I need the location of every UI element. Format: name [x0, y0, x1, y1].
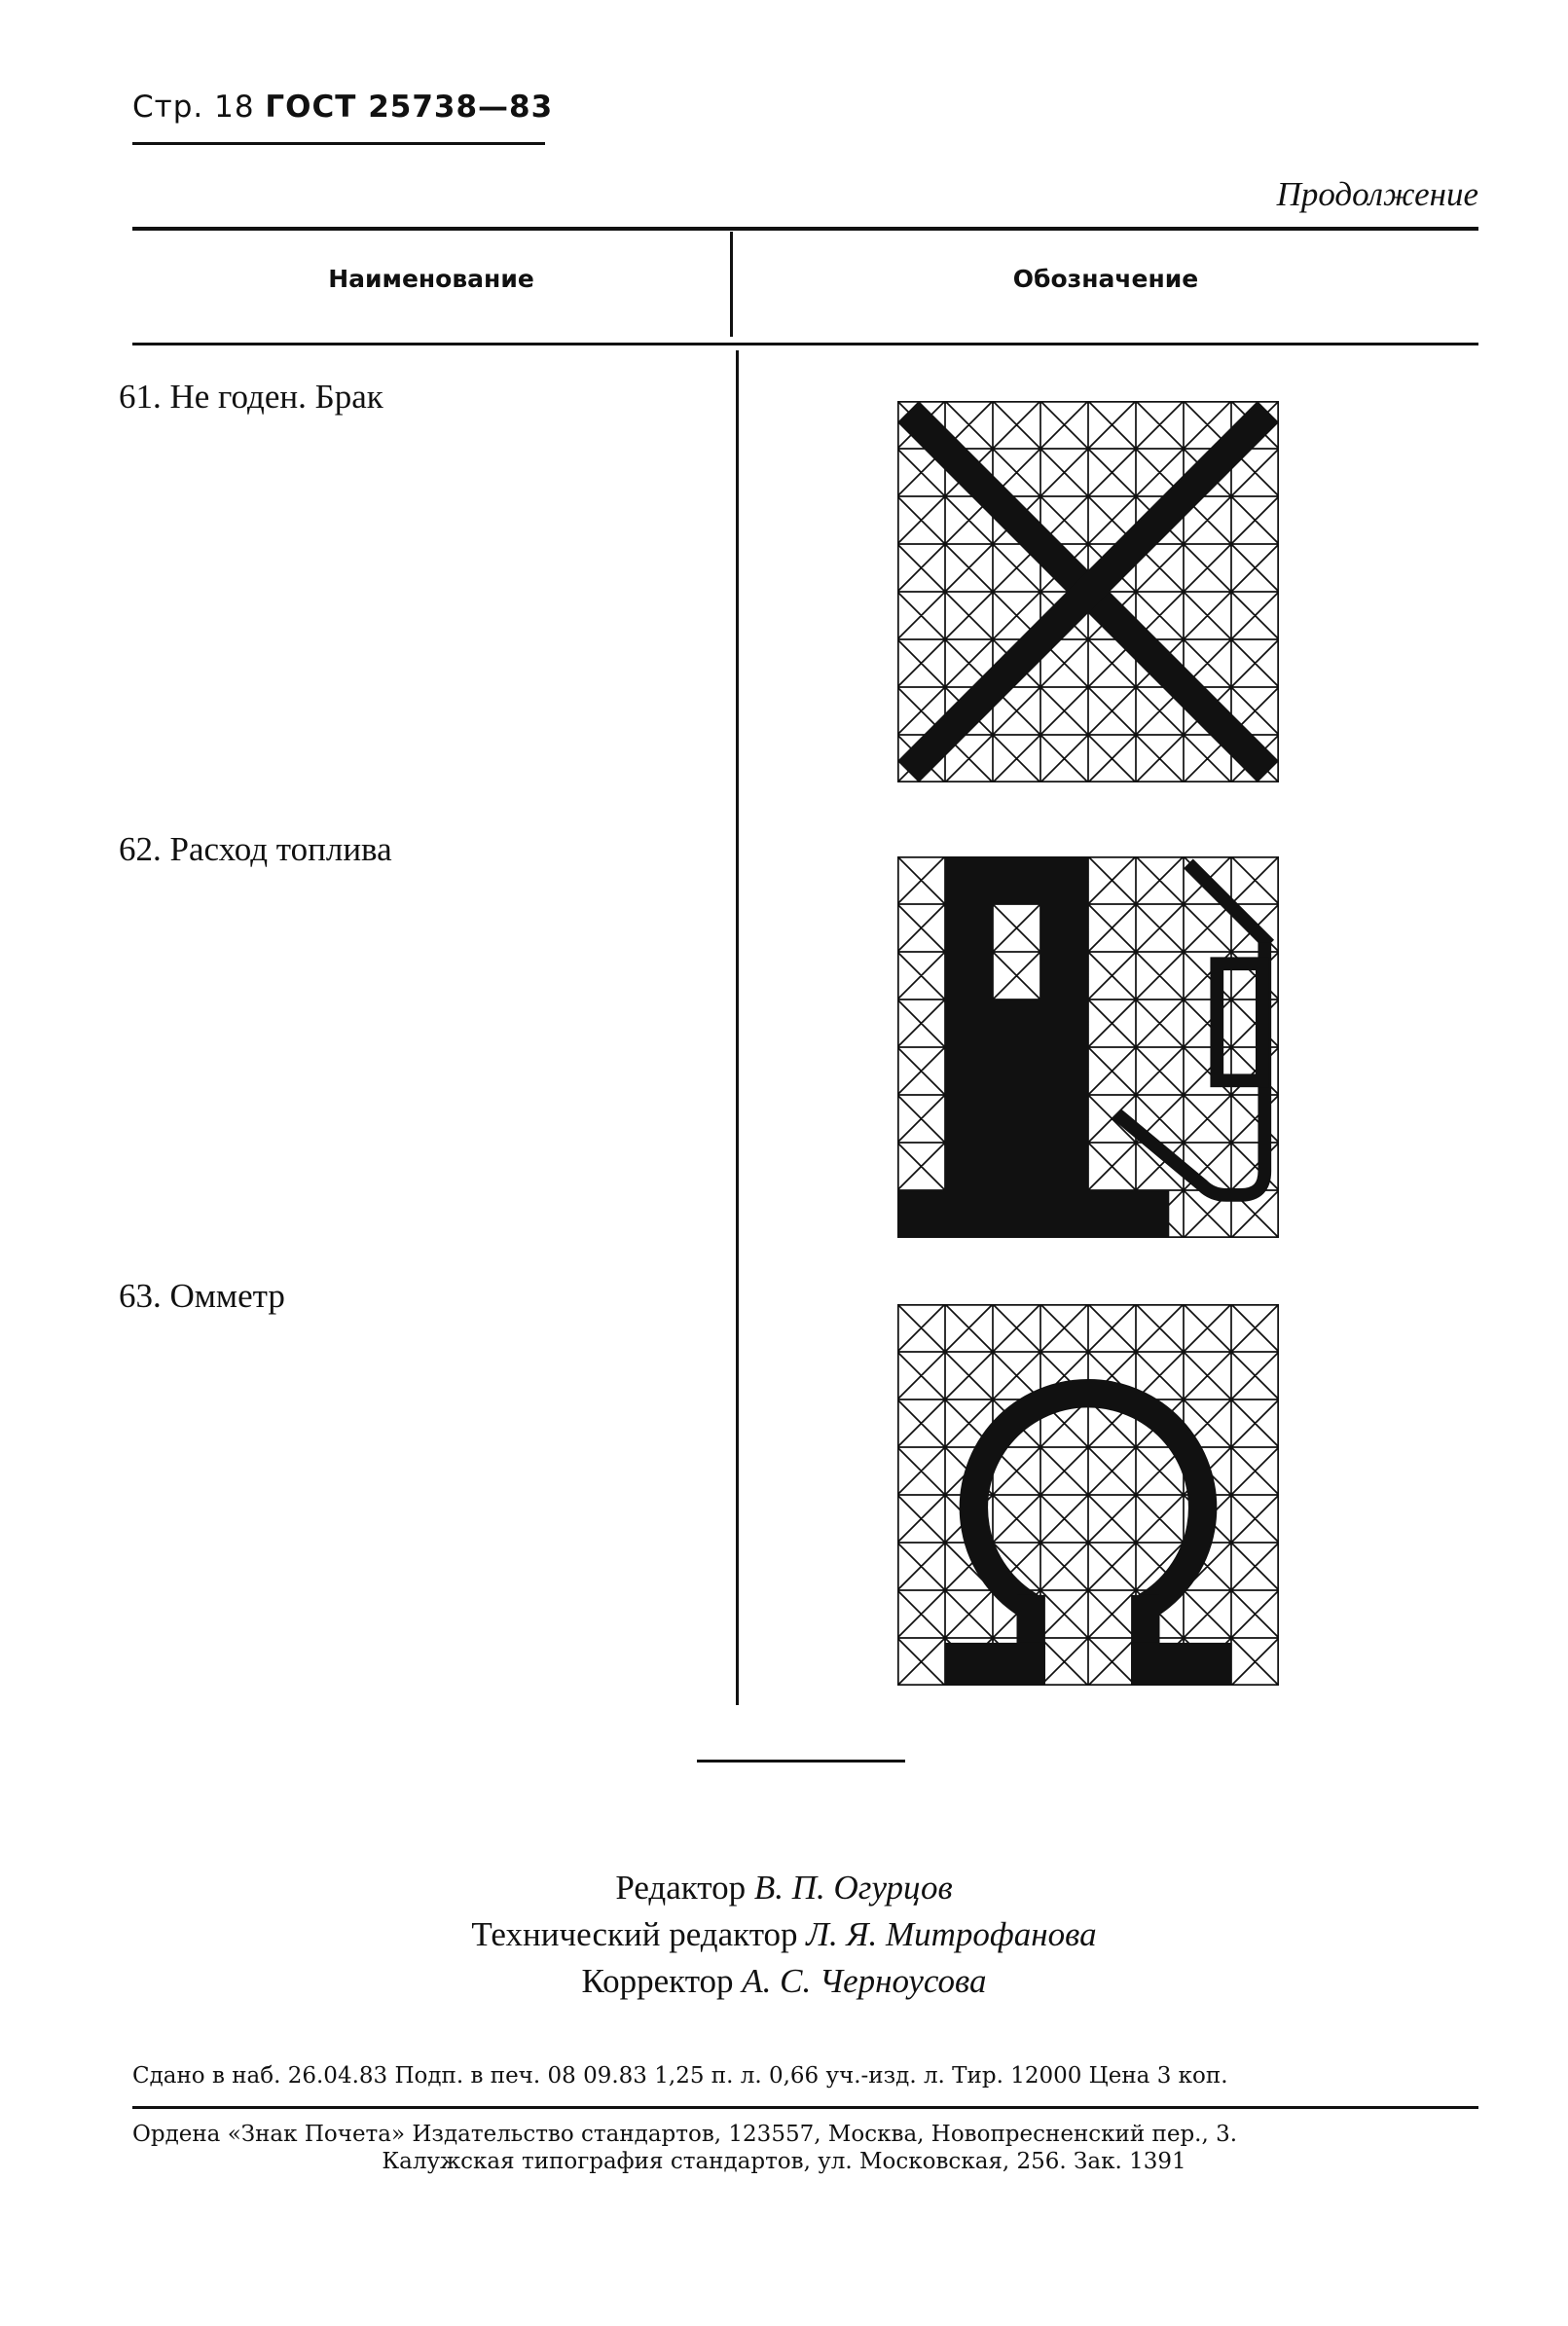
imprint-print-data: Сдано в наб. 26.04.83 Подп. в печ. 08 09.83 1,25 п. л. 0,66 уч.-изд. л. Тир. 12000 Цена 3 коп.: [132, 2063, 1228, 2089]
standard-code: ГОСТ 25738—83: [265, 90, 554, 125]
section-separator: [697, 1760, 905, 1763]
page-number: Стр. 18: [132, 90, 255, 125]
imprint-printer: Калужская типография стандартов, ул. Московская, 256. Зак. 1391: [382, 2149, 1186, 2174]
table-top-rule: [132, 227, 1478, 231]
omega-ohmmeter-icon: [897, 1304, 1279, 1686]
column-header-symbol: Обозначение: [1012, 265, 1199, 293]
fuel-pump-icon: [897, 856, 1279, 1238]
credit-person: Л. Я. Митрофанова: [806, 1915, 1097, 1953]
credit-role: Редактор: [615, 1869, 747, 1907]
table-header-rule: [132, 343, 1478, 345]
credit-tech-editor: [0, 1910, 1568, 1958]
header-underline: [132, 142, 545, 145]
table-row-label: 61. Не годен. Брак: [119, 378, 383, 416]
body-column-divider: [736, 350, 739, 1705]
table-row-label: 62. Расход топлива: [119, 830, 392, 868]
credit-person: А. С. Черноусова: [742, 1962, 987, 2000]
credit-person: В. П. Огурцов: [753, 1869, 953, 1907]
table-row-label: 63. Омметр: [119, 1277, 285, 1315]
credit-role: Технический редактор: [471, 1915, 798, 1953]
continuation-label: Продолжение: [1276, 175, 1478, 213]
construction-grid: [897, 1304, 1279, 1686]
column-header-name: Наименование: [328, 265, 534, 293]
page-header: [132, 90, 553, 125]
credit-role: Корректор: [581, 1962, 734, 2000]
cross-x-icon: [897, 401, 1279, 782]
credit-proofreader: [0, 1957, 1568, 2005]
imprint-publisher: Ордена «Знак Почета» Издательство стандартов, 123557, Москва, Новопресненский пер., 3.: [132, 2122, 1238, 2147]
credit-editor: [0, 1864, 1568, 1911]
imprint-rule: [132, 2106, 1478, 2109]
